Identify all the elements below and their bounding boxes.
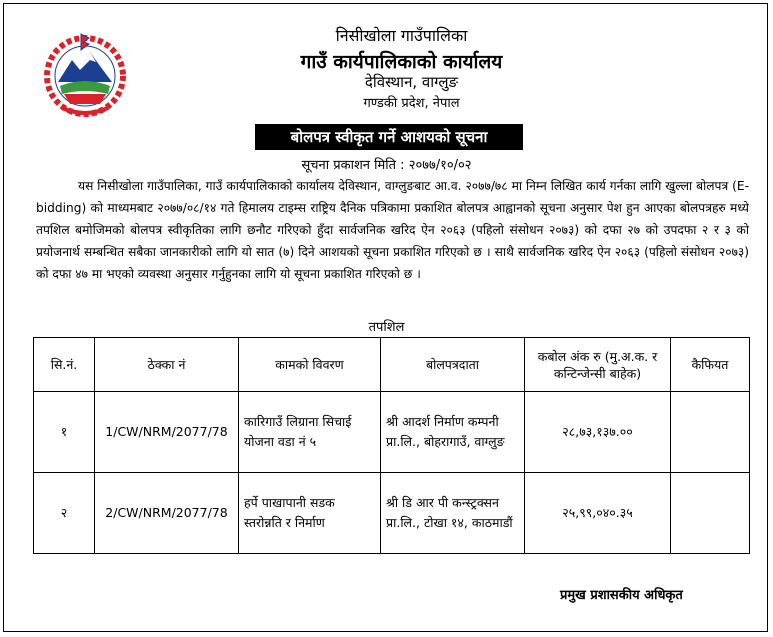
bid-table	[33, 337, 750, 554]
publication-date: सूचना प्रकाशन मिति : २०७७/१०/०२	[301, 158, 472, 173]
office-name: गाउँ कार्यपालिकाको कार्यालय	[300, 51, 503, 73]
header-sn: सि.नं.	[34, 338, 95, 392]
signature-title: प्रमुख प्रशासकीय अधिकृत	[560, 588, 683, 603]
cell-remarks	[671, 392, 750, 473]
cell-contract-no: 2/CW/NRM/2077/78	[95, 473, 239, 554]
cell-bidder: श्री आदर्श निर्माण कम्पनी प्रा.लि., बोहरागाउँ, वाग्लुङ	[381, 392, 525, 473]
notice-title: बोलपत्र स्वीकृत गर्ने आशयको सूचना	[255, 124, 523, 150]
cell-sn: २	[34, 473, 95, 554]
header-bidder: बोलपत्रदाता	[381, 338, 525, 392]
province-name: गण्डकी प्रदेश, नेपाल	[363, 96, 460, 111]
table-row	[34, 473, 750, 554]
details-label: तपशिल	[368, 320, 405, 335]
table-header-row	[34, 338, 750, 392]
cell-sn: १	[34, 392, 95, 473]
office-address: देविस्थान, वाग्लुङ	[364, 73, 459, 91]
municipality-name: निसीखोला गाउँपालिका	[335, 26, 468, 45]
cell-bid-amount: २८,७३,१३७.००	[525, 392, 671, 473]
cell-work-description: कारिगाउँ लिग्राना सिचाई योजना वडा नं ५	[239, 392, 381, 473]
cell-bid-amount: २५,९९,०४०.३५	[525, 473, 671, 554]
header-remarks: कैफियत	[671, 338, 750, 392]
table-row	[34, 392, 750, 473]
header-bid-amount: कबोल अंक रु (मु.अ.क. र कन्टिन्जेन्सी बाहेक)	[525, 338, 671, 392]
header-work-description: कामको विवरण	[239, 338, 381, 392]
notice-body: यस निसीखोला गाउँपालिका, गाउँ कार्यपालिकाको कार्यालय देविस्थान, वाग्लुङबाट आ.व. २०७७/७८ मा निम्न लिखित कार्य गर्नका लागि खुल्ला बोलपत्र (E-bidding) को माध्यमबाट २०७७/०८/१४ गते हिमालय टाइम्स राष्ट्रिय दैनिक पत्रिकामा प्रकाशित बोलपत्र आह्वानको सूचना अनुसार पेश हुन आएका बोलपत्रहरु मध्ये तपशिल बमोजिमको बोलपत्र स्वीकृतिका लागि छनौट गरिएको हुँदा सार्वजनिक खरिद ऐन २०६३ (पहिलो संसोधन २०७३) को दफा २७ को उपदफा २ र ३ को प्रयोजनार्थ सम्बन्धित सबैका जानकारीको लागि यो सात (७) दिने आशयको सूचना प्रकाशित गरिएको छ । साथै सार्वजनिक खरिद ऐन २०६३ (पहिलो संसोधन २०७३) को दफा ४७ मा भएको व्यवस्था अनुसार गर्नुहुनका लागि यो सूचना प्रकाशित गरिएको छ ।	[36, 179, 749, 281]
cell-bidder: श्री डि आर पी कन्स्ट्रक्सन प्रा.लि., टोखा १४, काठमाडौं	[381, 473, 525, 554]
cell-work-description: हर्पे पाखापानी सडक स्तरोन्नति र निर्माण	[239, 473, 381, 554]
cell-remarks	[671, 473, 750, 554]
header-contract-no: ठेक्का नं	[95, 338, 239, 392]
cell-contract-no: 1/CW/NRM/2077/78	[95, 392, 239, 473]
